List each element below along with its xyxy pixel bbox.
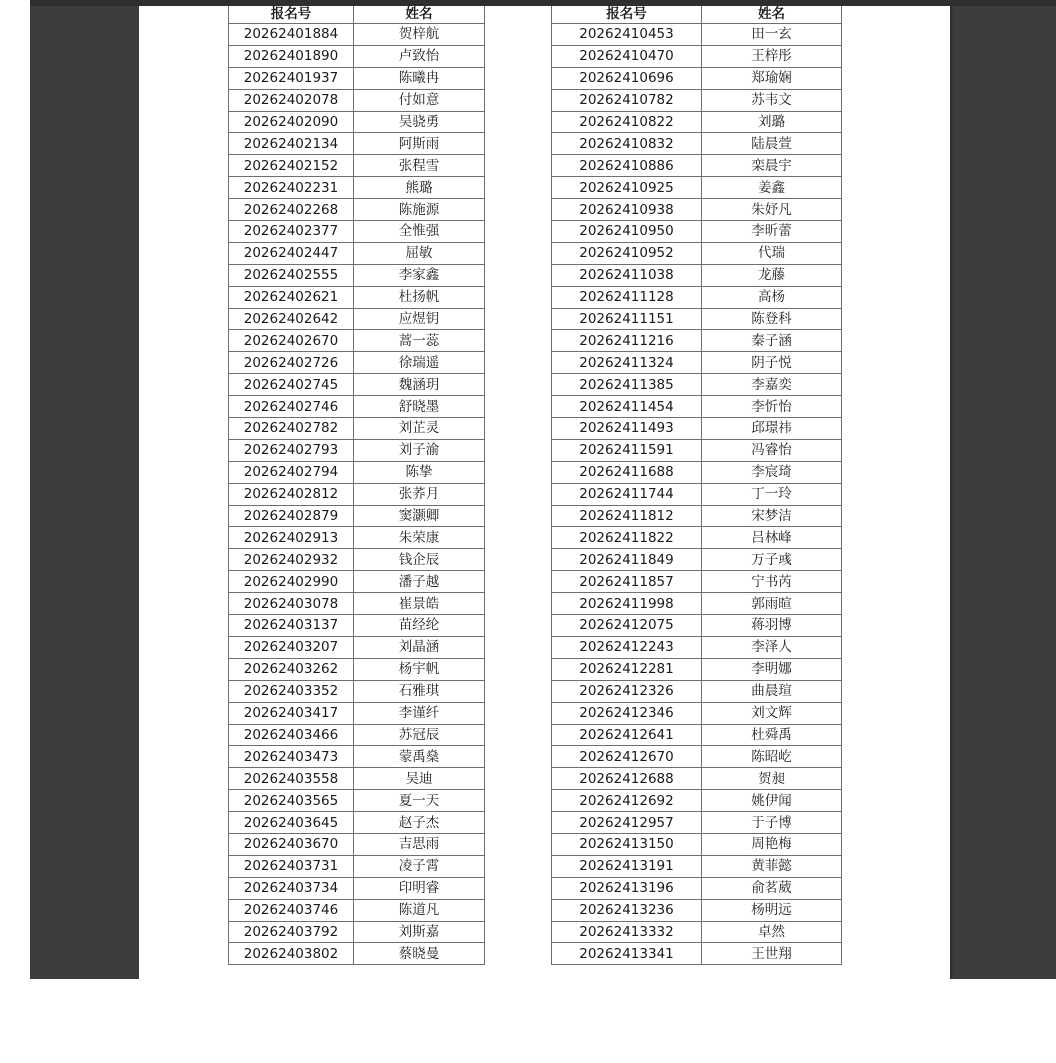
- table-row: [229, 658, 485, 680]
- table-row: [552, 89, 842, 111]
- table-row: [552, 221, 842, 243]
- table-row: [229, 877, 485, 899]
- student-name-cell: 蒿一蕊: [354, 330, 485, 352]
- registration-number-cell: 20262402555: [229, 264, 354, 286]
- registration-number-cell: 20262412692: [552, 790, 702, 812]
- student-name-cell: 付如意: [354, 89, 485, 111]
- student-name-cell: 蒋羽博: [702, 615, 842, 637]
- student-name-cell: 潘子越: [354, 571, 485, 593]
- student-name-cell: 卓然: [702, 921, 842, 943]
- registration-number-cell: 20262410925: [552, 177, 702, 199]
- table-row: [552, 199, 842, 221]
- registration-number-cell: 20262402134: [229, 133, 354, 155]
- student-name-cell: 李谨纤: [354, 702, 485, 724]
- table-row: [229, 483, 485, 505]
- registration-number-cell: 20262402746: [229, 396, 354, 418]
- student-name-cell: 陈道凡: [354, 899, 485, 921]
- document-page: [139, 6, 950, 979]
- student-name-cell: 吉思雨: [354, 833, 485, 855]
- student-name-cell: 陈曦冉: [354, 67, 485, 89]
- registration-number-cell: 20262413332: [552, 921, 702, 943]
- student-name-cell: 阴子悦: [702, 352, 842, 374]
- registration-number-cell: 20262412075: [552, 615, 702, 637]
- table-row: [552, 527, 842, 549]
- student-name-cell: 屈敏: [354, 242, 485, 264]
- table-row: [229, 330, 485, 352]
- table-row: [229, 593, 485, 615]
- registration-number-cell: 20262411688: [552, 461, 702, 483]
- student-name-cell: 李宸琦: [702, 461, 842, 483]
- table-row: [552, 658, 842, 680]
- student-name-cell: 窦灏卿: [354, 505, 485, 527]
- table-row: [552, 615, 842, 637]
- table-row: [229, 833, 485, 855]
- student-name-cell: 刘璐: [702, 111, 842, 133]
- table-row: [229, 396, 485, 418]
- registration-number-cell: 20262413150: [552, 833, 702, 855]
- registration-number-cell: 20262402745: [229, 374, 354, 396]
- student-name-cell: 印明睿: [354, 877, 485, 899]
- table-row: [552, 680, 842, 702]
- table-row: [229, 177, 485, 199]
- student-name-cell: 贺昶: [702, 768, 842, 790]
- student-name-cell: 蒙禹燊: [354, 746, 485, 768]
- registration-number-cell: 20262413196: [552, 877, 702, 899]
- table-row: [552, 877, 842, 899]
- table-row: [229, 855, 485, 877]
- registration-number-cell: 20262410938: [552, 199, 702, 221]
- registration-number-cell: 20262403207: [229, 636, 354, 658]
- registration-number-cell: 20262411216: [552, 330, 702, 352]
- table-row: [229, 374, 485, 396]
- registration-number-cell: 20262402879: [229, 505, 354, 527]
- table-row: [552, 746, 842, 768]
- registration-number-cell: 20262411998: [552, 593, 702, 615]
- table-row: [229, 264, 485, 286]
- table-row: [552, 943, 842, 965]
- registration-number-cell: 20262402793: [229, 439, 354, 461]
- student-name-cell: 邱璟祎: [702, 418, 842, 440]
- student-name-cell: 李忻怡: [702, 396, 842, 418]
- student-name-cell: 赵子杰: [354, 812, 485, 834]
- student-name-cell: 杨明远: [702, 899, 842, 921]
- student-name-cell: 冯睿怡: [702, 439, 842, 461]
- table-row: [229, 286, 485, 308]
- table-row: [552, 308, 842, 330]
- registration-number-cell: 20262403670: [229, 833, 354, 855]
- table-row: [552, 724, 842, 746]
- registration-number-cell: 20262402726: [229, 352, 354, 374]
- table-row: [552, 177, 842, 199]
- header-name: 姓名: [702, 6, 842, 24]
- table-row: [552, 549, 842, 571]
- student-name-cell: 陈施源: [354, 199, 485, 221]
- registration-number-cell: 20262401890: [229, 45, 354, 67]
- student-name-cell: 姚伊闻: [702, 790, 842, 812]
- student-name-cell: 郑瑜娴: [702, 67, 842, 89]
- student-name-cell: 凌子霄: [354, 855, 485, 877]
- table-row: [552, 242, 842, 264]
- table-header-row: [229, 6, 485, 24]
- table-row: [229, 571, 485, 593]
- registration-number-cell: 20262403792: [229, 921, 354, 943]
- table-row: [229, 199, 485, 221]
- registration-number-cell: 20262410782: [552, 89, 702, 111]
- table-row: [552, 505, 842, 527]
- table-row: [552, 374, 842, 396]
- registration-number-cell: 20262412281: [552, 658, 702, 680]
- student-name-cell: 栾晨宇: [702, 155, 842, 177]
- registration-number-cell: 20262413341: [552, 943, 702, 965]
- student-name-cell: 全惟强: [354, 221, 485, 243]
- registration-number-cell: 20262412641: [552, 724, 702, 746]
- table-row: [552, 111, 842, 133]
- registration-number-cell: 20262411038: [552, 264, 702, 286]
- table-row: [552, 264, 842, 286]
- table-row: [552, 790, 842, 812]
- registration-number-cell: 20262402152: [229, 155, 354, 177]
- registration-number-cell: 20262403565: [229, 790, 354, 812]
- student-name-cell: 陆晨萱: [702, 133, 842, 155]
- student-name-cell: 丁一玲: [702, 483, 842, 505]
- student-name-cell: 李家鑫: [354, 264, 485, 286]
- table-row: [229, 221, 485, 243]
- registration-number-cell: 20262411151: [552, 308, 702, 330]
- registration-number-cell: 20262411324: [552, 352, 702, 374]
- student-name-cell: 于子博: [702, 812, 842, 834]
- roster-table-left: [228, 6, 485, 965]
- registration-number-cell: 20262402078: [229, 89, 354, 111]
- student-name-cell: 杨宇帆: [354, 658, 485, 680]
- table-row: [552, 636, 842, 658]
- table-row: [229, 89, 485, 111]
- table-row: [552, 571, 842, 593]
- table-row: [552, 286, 842, 308]
- table-row: [229, 439, 485, 461]
- registration-number-cell: 20262411857: [552, 571, 702, 593]
- registration-number-cell: 20262402782: [229, 418, 354, 440]
- table-row: [229, 768, 485, 790]
- student-name-cell: 苗经纶: [354, 615, 485, 637]
- table-row: [552, 67, 842, 89]
- table-row: [552, 155, 842, 177]
- table-row: [229, 155, 485, 177]
- registration-number-cell: 20262410952: [552, 242, 702, 264]
- table-row: [552, 921, 842, 943]
- student-name-cell: 崔景皓: [354, 593, 485, 615]
- student-name-cell: 徐瑞遥: [354, 352, 485, 374]
- student-name-cell: 宋梦洁: [702, 505, 842, 527]
- table-row: [229, 790, 485, 812]
- header-name: 姓名: [354, 6, 485, 24]
- registration-number-cell: 20262402794: [229, 461, 354, 483]
- registration-number-cell: 20262403466: [229, 724, 354, 746]
- registration-number-cell: 20262401884: [229, 24, 354, 46]
- table-row: [229, 67, 485, 89]
- student-name-cell: 刘子渝: [354, 439, 485, 461]
- student-name-cell: 钱企辰: [354, 549, 485, 571]
- table-row: [229, 921, 485, 943]
- student-name-cell: 刘斯嘉: [354, 921, 485, 943]
- table-row: [229, 549, 485, 571]
- registration-number-cell: 20262402090: [229, 111, 354, 133]
- page-shadow: [950, 6, 954, 979]
- table-row: [552, 833, 842, 855]
- student-name-cell: 杜扬帆: [354, 286, 485, 308]
- student-name-cell: 阿斯雨: [354, 133, 485, 155]
- table-row: [552, 133, 842, 155]
- student-name-cell: 陈挚: [354, 461, 485, 483]
- header-id: 报名号: [229, 6, 354, 24]
- table-row: [229, 702, 485, 724]
- student-name-cell: 高杨: [702, 286, 842, 308]
- table-row: [552, 461, 842, 483]
- table-row: [552, 593, 842, 615]
- registration-number-cell: 20262410470: [552, 45, 702, 67]
- table-row: [229, 505, 485, 527]
- table-row: [229, 461, 485, 483]
- student-name-cell: 苏冠辰: [354, 724, 485, 746]
- registration-number-cell: 20262402670: [229, 330, 354, 352]
- registration-number-cell: 20262410453: [552, 24, 702, 46]
- student-name-cell: 魏涵玥: [354, 374, 485, 396]
- registration-number-cell: 20262402990: [229, 571, 354, 593]
- student-name-cell: 李嘉奕: [702, 374, 842, 396]
- table-row: [229, 724, 485, 746]
- registration-number-cell: 20262402377: [229, 221, 354, 243]
- registration-number-cell: 20262411385: [552, 374, 702, 396]
- student-name-cell: 郭雨暄: [702, 593, 842, 615]
- registration-number-cell: 20262403746: [229, 899, 354, 921]
- student-name-cell: 周艳梅: [702, 833, 842, 855]
- registration-number-cell: 20262412243: [552, 636, 702, 658]
- student-name-cell: 卢致怡: [354, 45, 485, 67]
- registration-number-cell: 20262402231: [229, 177, 354, 199]
- table-row: [552, 899, 842, 921]
- registration-number-cell: 20262402621: [229, 286, 354, 308]
- registration-number-cell: 20262413191: [552, 855, 702, 877]
- registration-number-cell: 20262410822: [552, 111, 702, 133]
- table-row: [229, 943, 485, 965]
- student-name-cell: 陈昭屹: [702, 746, 842, 768]
- registration-number-cell: 20262411493: [552, 418, 702, 440]
- student-name-cell: 李泽人: [702, 636, 842, 658]
- student-name-cell: 朱荣康: [354, 527, 485, 549]
- student-name-cell: 曲晨瑄: [702, 680, 842, 702]
- student-name-cell: 杜舜禹: [702, 724, 842, 746]
- registration-number-cell: 20262411128: [552, 286, 702, 308]
- table-row: [229, 680, 485, 702]
- roster-table-right: [551, 6, 842, 965]
- student-name-cell: 龙藤: [702, 264, 842, 286]
- student-name-cell: 黄菲懿: [702, 855, 842, 877]
- student-name-cell: 王世翔: [702, 943, 842, 965]
- table-row: [229, 746, 485, 768]
- registration-number-cell: 20262403417: [229, 702, 354, 724]
- registration-number-cell: 20262403137: [229, 615, 354, 637]
- student-name-cell: 俞茗葳: [702, 877, 842, 899]
- table-row: [229, 242, 485, 264]
- student-name-cell: 夏一天: [354, 790, 485, 812]
- table-row: [552, 768, 842, 790]
- table-row: [229, 615, 485, 637]
- registration-number-cell: 20262413236: [552, 899, 702, 921]
- table-row: [229, 812, 485, 834]
- table-row: [552, 439, 842, 461]
- student-name-cell: 田一玄: [702, 24, 842, 46]
- registration-number-cell: 20262403734: [229, 877, 354, 899]
- table-row: [229, 111, 485, 133]
- registration-number-cell: 20262412326: [552, 680, 702, 702]
- table-row: [229, 133, 485, 155]
- registration-number-cell: 20262410886: [552, 155, 702, 177]
- registration-number-cell: 20262412670: [552, 746, 702, 768]
- registration-number-cell: 20262402932: [229, 549, 354, 571]
- student-name-cell: 张荞月: [354, 483, 485, 505]
- registration-number-cell: 20262401937: [229, 67, 354, 89]
- registration-number-cell: 20262410950: [552, 221, 702, 243]
- table-row: [552, 24, 842, 46]
- student-name-cell: 李明娜: [702, 658, 842, 680]
- student-name-cell: 宁书芮: [702, 571, 842, 593]
- registration-number-cell: 20262403731: [229, 855, 354, 877]
- roster-body-right: [552, 24, 842, 965]
- registration-number-cell: 20262412346: [552, 702, 702, 724]
- registration-number-cell: 20262403473: [229, 746, 354, 768]
- registration-number-cell: 20262403352: [229, 680, 354, 702]
- registration-number-cell: 20262411454: [552, 396, 702, 418]
- registration-number-cell: 20262412688: [552, 768, 702, 790]
- table-row: [552, 45, 842, 67]
- table-header-row: [552, 6, 842, 24]
- registration-number-cell: 20262411822: [552, 527, 702, 549]
- student-name-cell: 王梓彤: [702, 45, 842, 67]
- registration-number-cell: 20262402913: [229, 527, 354, 549]
- student-name-cell: 吕林峰: [702, 527, 842, 549]
- registration-number-cell: 20262411591: [552, 439, 702, 461]
- student-name-cell: 刘晶涵: [354, 636, 485, 658]
- table-row: [552, 855, 842, 877]
- registration-number-cell: 20262403802: [229, 943, 354, 965]
- table-row: [229, 418, 485, 440]
- student-name-cell: 秦子涵: [702, 330, 842, 352]
- student-name-cell: 姜鑫: [702, 177, 842, 199]
- table-row: [229, 636, 485, 658]
- student-name-cell: 朱妤凡: [702, 199, 842, 221]
- table-row: [229, 352, 485, 374]
- registration-number-cell: 20262403645: [229, 812, 354, 834]
- table-row: [552, 396, 842, 418]
- registration-number-cell: 20262402447: [229, 242, 354, 264]
- roster-body-left: [229, 24, 485, 965]
- table-row: [229, 308, 485, 330]
- registration-number-cell: 20262403078: [229, 593, 354, 615]
- table-row: [552, 702, 842, 724]
- registration-number-cell: 20262411849: [552, 549, 702, 571]
- table-row: [552, 812, 842, 834]
- student-name-cell: 苏韦文: [702, 89, 842, 111]
- registration-number-cell: 20262411744: [552, 483, 702, 505]
- student-name-cell: 李昕蕾: [702, 221, 842, 243]
- table-row: [552, 352, 842, 374]
- table-row: [229, 24, 485, 46]
- student-name-cell: 石雅琪: [354, 680, 485, 702]
- registration-number-cell: 20262403262: [229, 658, 354, 680]
- student-name-cell: 应煜钥: [354, 308, 485, 330]
- table-row: [552, 483, 842, 505]
- student-name-cell: 刘文辉: [702, 702, 842, 724]
- student-name-cell: 陈登科: [702, 308, 842, 330]
- table-row: [229, 899, 485, 921]
- student-name-cell: 万子彧: [702, 549, 842, 571]
- registration-number-cell: 20262402268: [229, 199, 354, 221]
- student-name-cell: 代瑞: [702, 242, 842, 264]
- registration-number-cell: 20262412957: [552, 812, 702, 834]
- table-row: [552, 418, 842, 440]
- table-row: [552, 330, 842, 352]
- registration-number-cell: 20262410696: [552, 67, 702, 89]
- registration-number-cell: 20262402642: [229, 308, 354, 330]
- student-name-cell: 贺梓航: [354, 24, 485, 46]
- student-name-cell: 吴骁勇: [354, 111, 485, 133]
- student-name-cell: 刘芷灵: [354, 418, 485, 440]
- registration-number-cell: 20262410832: [552, 133, 702, 155]
- registration-number-cell: 20262411812: [552, 505, 702, 527]
- student-name-cell: 吴迪: [354, 768, 485, 790]
- table-row: [229, 527, 485, 549]
- student-name-cell: 蔡晓曼: [354, 943, 485, 965]
- registration-number-cell: 20262402812: [229, 483, 354, 505]
- registration-number-cell: 20262403558: [229, 768, 354, 790]
- table-row: [229, 45, 485, 67]
- student-name-cell: 舒晓墨: [354, 396, 485, 418]
- student-name-cell: 张程雪: [354, 155, 485, 177]
- header-id: 报名号: [552, 6, 702, 24]
- student-name-cell: 熊璐: [354, 177, 485, 199]
